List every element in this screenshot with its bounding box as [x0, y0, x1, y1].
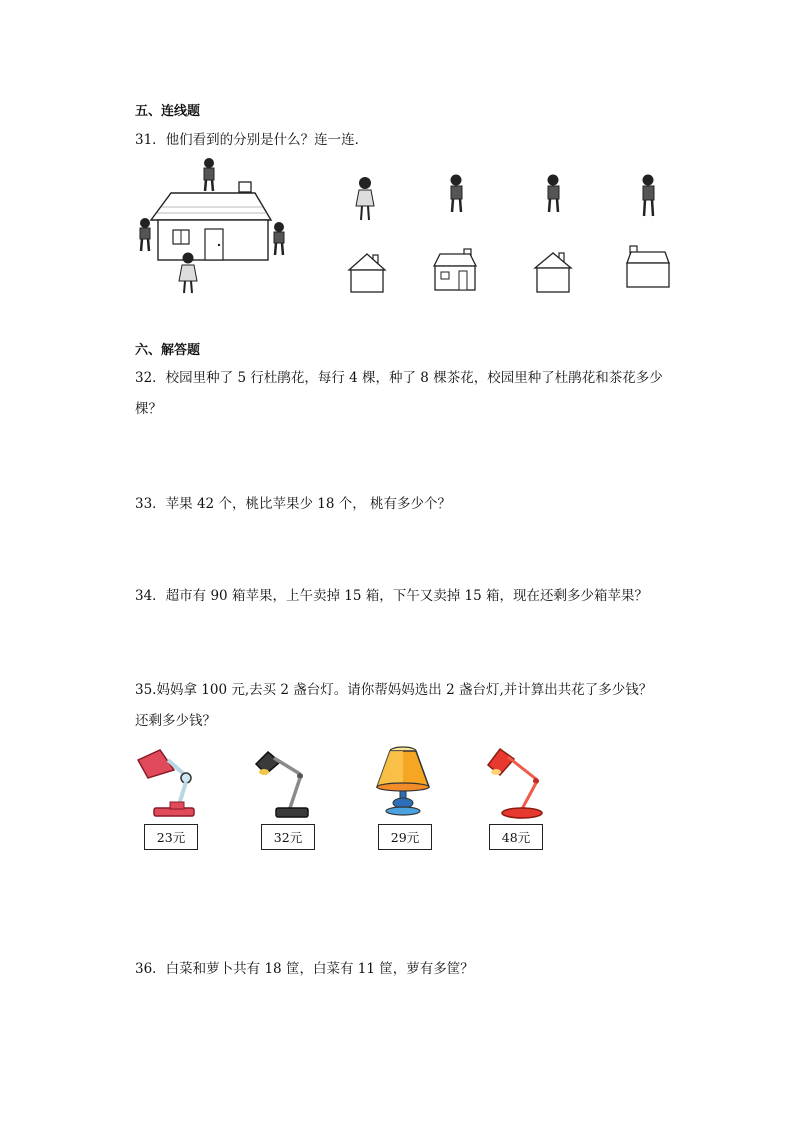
lamp-price-2: 32元 — [261, 824, 315, 850]
lamp-price-1: 23元 — [144, 824, 198, 850]
question-32-line-1: 32．校园里种了 5 行杜鹃花，每行 4 棵，种了 8 棵茶花，校园里种了杜鹃花和茶花多少 — [135, 370, 663, 386]
question-33: 33．苹果 42 个，桃比苹果少 18 个， 桃有多少个？ — [135, 496, 451, 512]
boy-right-figure — [274, 222, 284, 255]
question-36: 36．白菜和萝卜共有 18 筐，白菜有 11 筐，萝有多筐？ — [135, 961, 474, 977]
red-desk-lamp-icon — [134, 746, 196, 820]
section-heading-5: 五、连线题 — [135, 104, 201, 119]
house-view-side-2 — [533, 250, 573, 294]
question-32-line-2: 棵？ — [135, 401, 162, 417]
girl-view-figure — [354, 176, 378, 222]
red-arm-lamp-icon — [486, 745, 546, 819]
boy-top-figure — [204, 158, 214, 191]
black-desk-lamp-icon — [254, 748, 310, 820]
boy-view-figure-3 — [637, 174, 661, 218]
lamp-price-3: 29元 — [378, 824, 432, 850]
lamp-price-4: 48元 — [489, 824, 543, 850]
question-35-line-1: 35.妈妈拿 100 元,去买 2 盏台灯。请你帮妈妈选出 2 盏台灯,并计算出共花了多少钱？ — [135, 682, 653, 698]
boy-view-figure-2 — [542, 174, 566, 214]
house-scene-illustration — [133, 155, 293, 295]
house-view-side-1 — [347, 252, 387, 294]
question-34: 34．超市有 90 箱苹果，上午卖掉 15 箱，下午又卖掉 15 箱，现在还剩多少箱苹果？ — [135, 588, 648, 604]
house-view-front — [432, 248, 478, 292]
boy-left-figure — [140, 218, 150, 251]
question-31: 31．他们看到的分别是什么？连一连． — [135, 132, 369, 148]
shade-table-lamp-icon — [373, 745, 433, 817]
question-35-line-2: 还剩多少钱？ — [135, 713, 216, 729]
section-heading-6: 六、解答题 — [135, 343, 201, 358]
house-view-back — [624, 245, 672, 289]
boy-view-figure-1 — [445, 174, 469, 214]
